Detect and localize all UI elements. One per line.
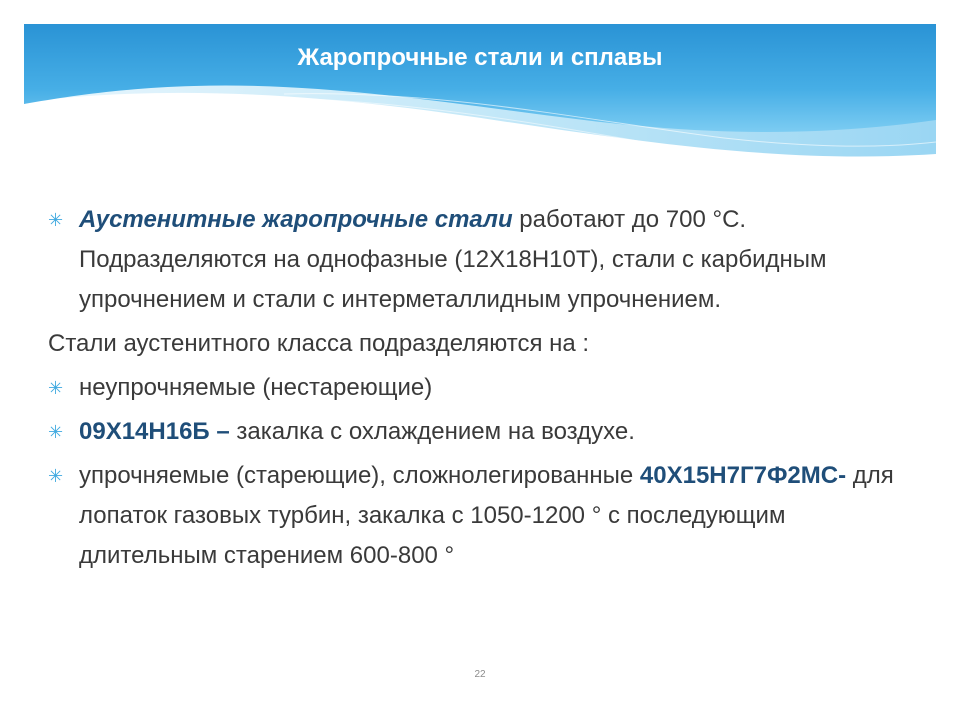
austenitic-steels-term: Аустенитные жаропрочные стали bbox=[79, 206, 513, 233]
asterisk-bullet-icon: ✳ bbox=[48, 422, 64, 442]
asterisk-bullet-icon: ✳ bbox=[48, 378, 64, 398]
list-item bbox=[48, 368, 908, 408]
page-number: 22 bbox=[474, 669, 486, 680]
steel-grade-40x15-description: для лопаток газовых турбин, закалка с 1050-1200 ° с последующим длительным старением 600-800 ° bbox=[79, 462, 894, 569]
non-hardening-text: неупрочняемые (нестареющие) bbox=[79, 374, 433, 401]
list-item bbox=[48, 412, 908, 452]
steel-grade-09x14h16b-description: закалка с охлаждением на воздухе. bbox=[229, 418, 635, 445]
hardening-text: упрочняемые (стареющие), сложнолегированные bbox=[79, 462, 640, 489]
austenitic-steels-description: работают до 700 °С. Подразделяются на однофазные (12Х18Н10Т), стали с карбидным упрочнением и стали с интерметаллидным упрочнением. bbox=[79, 206, 827, 313]
list-item bbox=[48, 456, 908, 576]
steel-grade-40x15: 40Х15Н7Г7Ф2МС- bbox=[639, 462, 847, 489]
slide-title: Жаропрочные стали и сплавы bbox=[297, 44, 663, 71]
classification-intro bbox=[48, 324, 908, 364]
slide-body bbox=[48, 200, 908, 580]
asterisk-bullet-icon: ✳ bbox=[48, 210, 64, 230]
list-item bbox=[48, 200, 908, 320]
asterisk-bullet-icon: ✳ bbox=[48, 466, 64, 486]
steel-grade-09x14h16b: 09Х14Н16Б – bbox=[79, 418, 230, 445]
classification-intro-text: Стали аустенитного класса подразделяются на : bbox=[48, 330, 590, 357]
